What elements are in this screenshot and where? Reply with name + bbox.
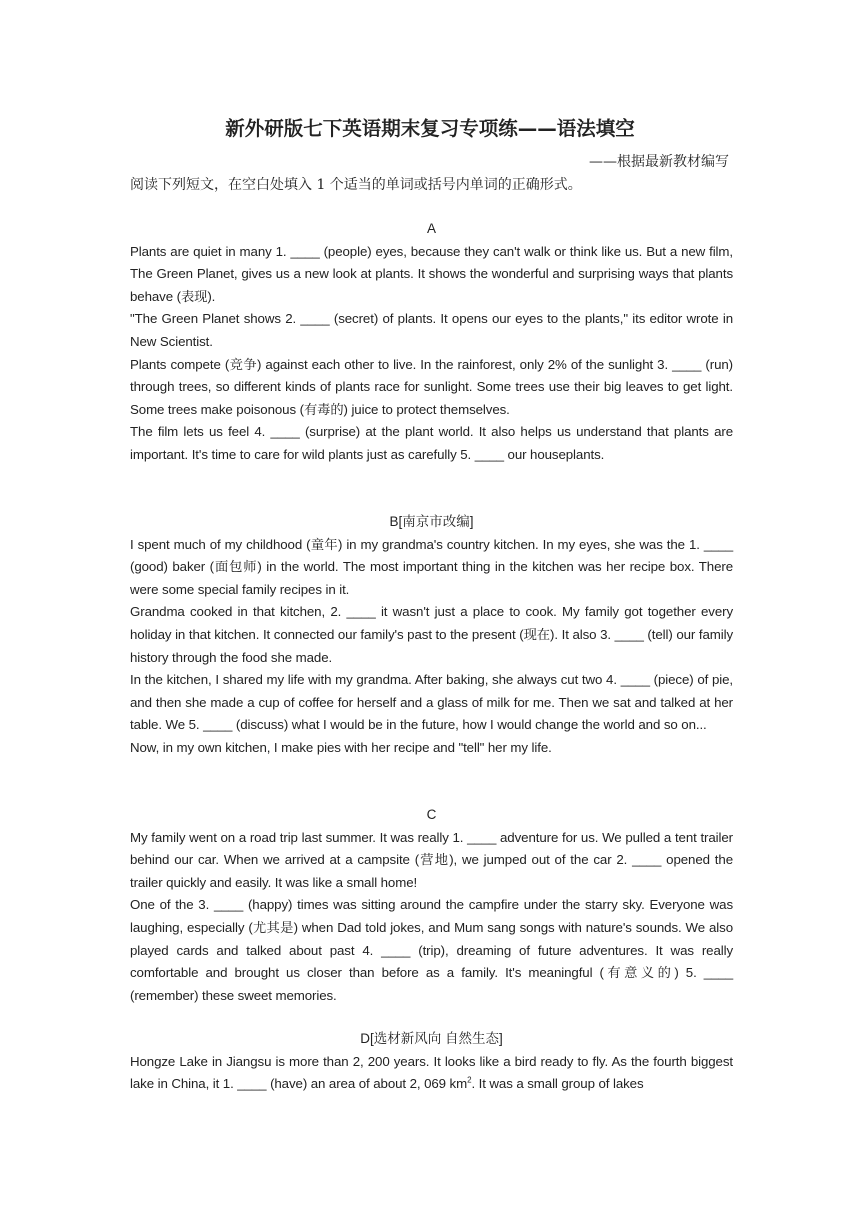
instruction-text: 阅读下列短文，在空白处填入 1 个适当的单词或括号内单词的正确形式。 bbox=[130, 177, 582, 193]
paragraph-text: Hongze Lake in Jiangsu is more than 2, 200 years. It looks like a bird ready to fly. As the fourth biggest lake in China, it 1. ____ (have) an area of about 2, 069 km bbox=[130, 1053, 733, 1092]
document-title: 新外研版七下英语期末复习专项练——语法填空 bbox=[225, 117, 635, 140]
passage-heading: D[选材新风向 自然生态] bbox=[360, 1031, 503, 1046]
paragraph: The film lets us feel 4. ____ (surprise) at the plant world. It also helps us understand that plants are important. It's time to care for wild plants just as carefully 5. ____ our houseplants. bbox=[130, 424, 733, 462]
paragraph bbox=[130, 1051, 733, 1096]
paragraph: In the kitchen, I shared my life with my grandma. After baking, she always cut two 4. ____ (piece) of pie, and then she made a cup of coffee for herself and a glass of milk for me. Then we sat and talked at her table. We 5. ____ (discuss) what I would be in the future, how I would change the world and so on... bbox=[130, 672, 733, 733]
passage-heading: C bbox=[426, 807, 437, 822]
paragraph: "The Green Planet shows 2. ____ (secret) of plants. It opens our eyes to the plants," its editor wrote in New Scientist. bbox=[130, 311, 733, 349]
paragraph: Grandma cooked in that kitchen, 2. ____ it wasn't just a place to cook. My family got together every holiday in that kitchen. It connected our family's past to the present (现在). It also 3. ____ (tell) our family history through the food she made. bbox=[130, 604, 733, 665]
passage-heading: B[南京市改编] bbox=[389, 514, 474, 529]
paragraph: One of the 3. ____ (happy) times was sitting around the campfire under the starry sky. Everyone was laughing, especially (尤其是) when Dad told jokes, and Mum sang songs with nature's sounds. We also played cards and talked about past 4. ____ (trip), dreaming of future adventures. It was really comfortable and brought us closer than before as a family. It's meaningful (有意义的) 5. ____ (remember) these sweet memories. bbox=[130, 897, 733, 1003]
passage-a bbox=[130, 218, 733, 467]
paragraph-text: . It was a small group of lakes bbox=[471, 1076, 644, 1092]
paragraph: Plants compete (竞争) against each other to live. In the rainforest, only 2% of the sunlight 3. ____ (run) through trees, so different kinds of plants race for sunlight. Some trees use their big leaves to get light. Some trees make poisonous (有毒的) juice to protect themselves. bbox=[130, 356, 733, 417]
paragraph: Plants are quiet in many 1. ____ (people) eyes, because they can't walk or think like us. But a new film, The Green Planet, gives us a new look at plants. It shows the wonderful and surprising ways that plants behave (表现). bbox=[130, 243, 733, 304]
paragraph: I spent much of my childhood (童年) in my grandma's country kitchen. In my eyes, she was the 1. ____ (good) baker (面包师) in the world. The most important thing in the kitchen was her recipe box. There were some special family recipes in it. bbox=[130, 536, 733, 597]
superscript: 2 bbox=[467, 1075, 472, 1085]
paragraph: Now, in my own kitchen, I make pies with her recipe and "tell" her my life. bbox=[130, 739, 552, 755]
passage-c bbox=[130, 804, 733, 1007]
passage-d bbox=[130, 1028, 733, 1096]
passage-heading: A bbox=[426, 221, 436, 236]
passage-b bbox=[130, 511, 733, 760]
paragraph: My family went on a road trip last summer. It was really 1. ____ adventure for us. We pulled a tent trailer behind our car. When we arrived at a campsite (营地), we jumped out of the car 2. ____ opened the trailer quickly and easily. It was like a small home! bbox=[130, 829, 733, 890]
document-subtitle: ——根据最新教材编写 bbox=[589, 154, 729, 170]
